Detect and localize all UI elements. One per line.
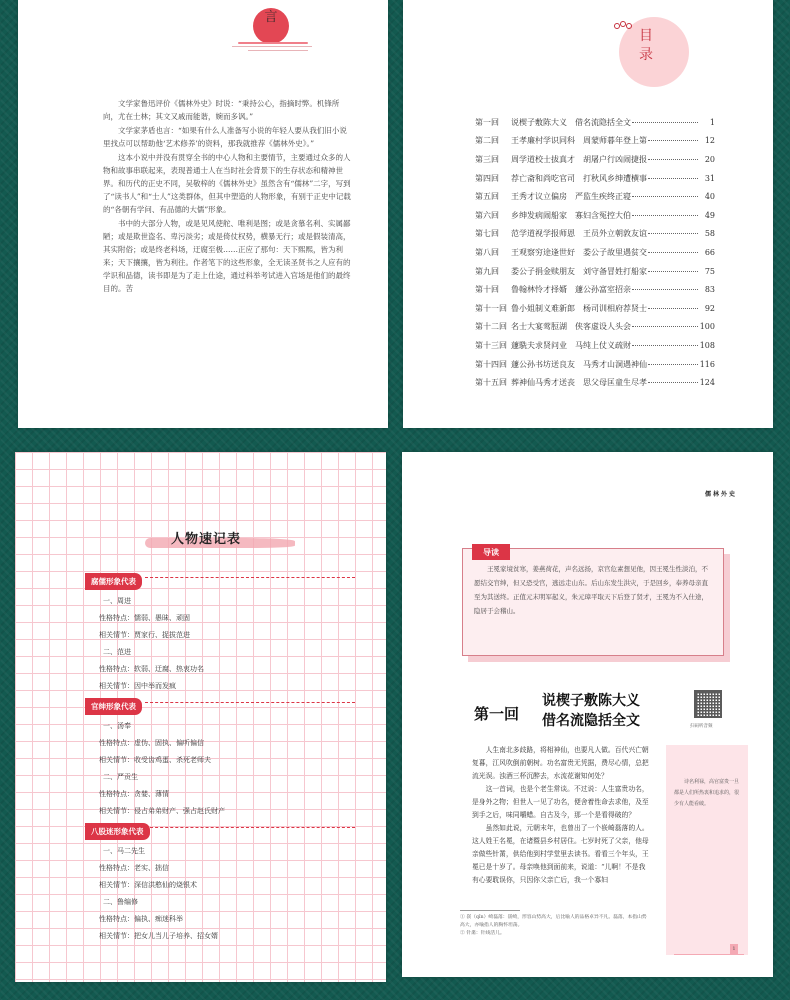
toc-leader: [632, 215, 698, 216]
toc-entry[interactable]: [475, 187, 715, 206]
character-sheet-heading: [145, 524, 300, 554]
toc-chapter-no: 第十二回: [475, 322, 507, 332]
chapter-page: [402, 452, 773, 977]
toc-chapter-title: 说楔子敷陈大义 借名流隐括全文: [511, 117, 631, 127]
toc-chapter-title: 娄公子捐金赎朋友 刘守备冒姓打船家: [511, 266, 647, 276]
chapter-number: 第一回: [474, 705, 520, 723]
toc-chapter-title: 王孝廉村学识同科 周蒙师暮年登上第: [511, 136, 647, 146]
toc-leader: [648, 140, 698, 141]
toc-entry[interactable]: [475, 299, 715, 318]
toc-chapter-no: 第九回: [475, 266, 499, 276]
toc-entry[interactable]: [475, 373, 715, 392]
character-detail: 性格特点：老实、拙信: [99, 864, 169, 872]
footnote: ① 嵚（qīn）崎磊落：嵚崎，形容山势高大，后比喻人的品格卓异不凡。磊落，本指山势高大，亦喻指人的胸怀坦荡。: [460, 915, 647, 928]
toc-chapter-title: 范学道视学报师恩 王员外立朝敦友谊: [511, 229, 647, 239]
side-note: 诗名利禄，高官富贵一旦都是人们所热衷和追求的，很少有人能看破。: [674, 779, 740, 807]
character-detail: 相关情节：因中举而发疯: [99, 682, 176, 690]
preface-paragraph: 这本小说中并没有贯穿全书的中心人物和主要情节，主要通过众多的人物和故事串联起来，表现普通士人在当时社会背景下的生存状态和精神世界。和历代的正史不同，吴敬梓的《儒林外史》虽然含有“儒林”二字，写到了“读书人”和“士人”这类群体，但其中塑造的人物形象，有别于正史中记载的“各朝有学问、有品德的大儒”形象。: [103, 153, 351, 214]
section-tag: 腐儒形象代表: [85, 573, 142, 590]
toc-page-no: 12: [704, 136, 715, 146]
chapter-title-line: 借名流隐括全文: [542, 713, 640, 729]
toc-entry[interactable]: [475, 150, 715, 169]
bubbles-icon: [614, 21, 632, 29]
toc-title: 目录: [639, 28, 653, 63]
character-detail: 相关情节：收受齿鸡蛋、杀死老师夫: [99, 756, 211, 764]
toc-leader: [632, 326, 698, 327]
toc-chapter-title: 鲁小姐制义难新郎 杨司训相府荐贤士: [511, 303, 647, 313]
character-section: [85, 819, 355, 945]
toc-chapter-title: 鲁翰林怜才择婿 蘧公孙富室招亲: [511, 285, 631, 295]
character-detail: 性格特点：软弱、迂腐、热衷功名: [99, 665, 204, 673]
toc-chapter-title: 蘧公孙书坊送良友 马秀才山洞遇神仙: [511, 359, 647, 369]
character-name: 二、鲁编修: [103, 898, 138, 906]
toc-page-no: 20: [704, 154, 715, 164]
toc-leader: [632, 345, 698, 346]
running-header: 儒林外史: [704, 491, 737, 498]
character-name: 一、马二先生: [103, 847, 145, 855]
qr-label: 扫码听音频: [690, 724, 713, 729]
character-detail: 性格特点：虚伪、固执、偏听偏信: [99, 739, 204, 747]
toc-chapter-no: 第四回: [475, 173, 499, 183]
toc-leader: [648, 364, 698, 365]
preface-page: [18, 0, 388, 428]
footnote-rule: [460, 910, 520, 911]
preface-paragraph: 文学家茅盾也言：“如果有什么人准备写小说的年轻人要从我们旧小说里找点可以帮助他‘艺术修养’的资料，那我就推荐《儒林外史》。”: [103, 126, 347, 148]
body-paragraph: 人生南北多歧路，将相神仙，也要凡人做。百代兴亡朝复暮，江风吹倒前朝树。功名富贵无凭据，费尽心情，总把流光误。浊酒三杯沉醉去，水流花谢知何处？: [472, 746, 649, 780]
page-title: 人物速记表: [171, 532, 242, 547]
preface-paragraph: 书中的大部分人物，或是见风使舵、唯利是图；或是贪慕名利、实属鄙陋；或是欺世盗名、卑污淡劣；或是倚仗权势，横暴无行；或是假装清高，其实附俗；或是终老科场，迂腐至极……正应了那句：天下熙熙，皆为利来；天下攘攘，皆为利往。作者笔下的这些形象，全无读圣贤书之人应有的学识和品德，读书即是为了走上仕途，通过科举考试进入官场是他们的最终目的。苦: [103, 219, 351, 293]
toc-leader: [648, 308, 698, 309]
toc-chapter-title: 名士大宴莺脰湖 侠客虚设人头会: [511, 322, 631, 332]
sunrise-logo: [228, 2, 338, 54]
character-section: [85, 569, 355, 695]
toc-entry[interactable]: [475, 336, 715, 355]
toc-page-no: 83: [704, 285, 715, 295]
toc-chapter-title: 荐亡斋和尚吃官司 打秋风乡绅遭横事: [511, 173, 647, 183]
toc-page-no: 31: [704, 173, 715, 183]
toc-chapter-title: 乡绅发病闹船家 寡妇含冤控大伯: [511, 210, 631, 220]
character-name: 二、严贡生: [103, 773, 138, 781]
toc-chapter-title: 周学道校士拔真才 胡屠户行凶闹捷报: [511, 154, 647, 164]
toc-entry[interactable]: [475, 318, 715, 337]
preface-text: [103, 97, 353, 296]
toc-entry[interactable]: [475, 113, 715, 132]
page-number: 1: [730, 944, 738, 954]
character-name: 二、范进: [103, 648, 131, 656]
character-detail: 性格特点：懦弱、愚昧、顽固: [99, 614, 190, 622]
character-detail: 性格特点：偏执、痴迷科举: [99, 915, 183, 923]
toc-entry[interactable]: [475, 169, 715, 188]
character-detail: 相关情节：贾家行、捉拔范进: [99, 631, 190, 639]
toc-chapter-title: 王秀才议立偏房 严监生疾终正寝: [511, 192, 631, 202]
character-name: 一、汤奉: [103, 722, 131, 730]
toc-leader: [632, 289, 698, 290]
intro-tag: 导读: [472, 544, 510, 560]
toc-page-no: 108: [699, 340, 715, 350]
toc-chapter-no: 第二回: [475, 136, 499, 146]
character-name: 一、周进: [103, 597, 131, 605]
toc-leader: [648, 178, 698, 179]
toc-chapter-no: 第六回: [475, 210, 499, 220]
toc-leader: [632, 196, 698, 197]
character-detail: 性格特点：贪婪、薄情: [99, 790, 169, 798]
toc-page-no: 92: [704, 303, 715, 313]
chapter-title: [542, 691, 640, 731]
character-detail: 相关情节：把女儿当儿子培养、招女婿: [99, 932, 218, 940]
toc-chapter-title: 葬神仙马秀才送丧 思父母匡童生尽孝: [511, 378, 647, 388]
toc-entry[interactable]: [475, 132, 715, 151]
toc-chapter-no: 第八回: [475, 247, 499, 257]
toc-chapter-no: 第十一回: [475, 303, 507, 313]
toc-page-no: 75: [704, 266, 715, 276]
toc-chapter-no: 第五回: [475, 192, 499, 202]
qr-code-icon[interactable]: [694, 690, 722, 718]
character-section: [85, 694, 355, 820]
character-sheet-page: [15, 452, 386, 982]
preface-heading: 言: [264, 10, 278, 25]
toc-chapter-no: 第十五回: [475, 378, 507, 388]
toc-leader: [648, 382, 698, 383]
footnote: ② 针黹：针线活儿。: [460, 931, 505, 936]
section-tag: 官绅形象代表: [85, 698, 142, 715]
toc-leader: [648, 159, 698, 160]
toc-entry[interactable]: [475, 262, 715, 281]
toc-page-no: 100: [699, 322, 715, 332]
toc-leader: [648, 271, 698, 272]
character-detail: 相关情节：深信洪憨仙的烧银术: [99, 881, 197, 889]
character-detail: 相关情节：侵占弟弟财产、强占赵氏财产: [99, 807, 225, 815]
toc-chapter-no: 第十回: [475, 285, 499, 295]
toc-leader: [648, 233, 698, 234]
toc-page-no: 1: [709, 117, 715, 127]
toc-chapter-title: 王观察穷途逢世好 娄公子故里遇贫交: [511, 247, 647, 257]
toc-entry[interactable]: [475, 206, 715, 225]
toc-leader: [648, 252, 698, 253]
toc-entry[interactable]: [475, 355, 715, 374]
toc-entry[interactable]: [475, 280, 715, 299]
section-tag: 八股迷形象代表: [85, 823, 150, 840]
intro-text: 王冕家境贫寒，姜燕荷花，声名远扬，京官危素想见他，因王冕生性淡泊，不愿结交官绅，但又恐受官，逃远走山东。后山东发生洪灾，于是回乡，奉养母亲直至为其送终。正值元末明军起义，朱元璋平取天下后登了贤才，王冕为不入仕途，隐居于会稽山。: [474, 565, 708, 615]
toc-entry[interactable]: [475, 243, 715, 262]
toc-page-no: 40: [704, 192, 715, 202]
toc-page-no: 116: [699, 359, 715, 369]
preface-paragraph: 文学家鲁迅评价《儒林外史》时说：“秉持公心，指摘时弊。机锋所向，尤在士林；其文又戚而能谐，婉而多讽。”: [103, 99, 340, 121]
toc-chapter-no: 第十四回: [475, 359, 507, 369]
toc-page: [403, 0, 773, 428]
toc-page-no: 124: [699, 378, 715, 388]
toc-page-no: 58: [704, 229, 715, 239]
toc-list: [475, 113, 715, 392]
chapter-title-line: 说楔子敷陈大义: [542, 693, 640, 709]
toc-entry[interactable]: [475, 225, 715, 244]
body-paragraph: 虽然如此说，元朝末年，也曾出了一个嵚崎磊落的人。这人姓王名冕，在诸暨县乡村居住。七岁时死了父亲，他母亲做些针黹，供给他到村学堂里去读书。看看三个年头，王冕已是十岁了。母亲唤他到面前来，说道：“儿啊！不是我有心要耽误你，只因你父亲亡后，我一个寡妇: [472, 824, 649, 884]
chapter-body: [472, 744, 652, 887]
toc-chapter-no: 第一回: [475, 117, 499, 127]
toc-leader: [632, 122, 698, 123]
toc-chapter-no: 第十三回: [475, 340, 507, 350]
toc-page-no: 66: [704, 247, 715, 257]
toc-chapter-no: 第七回: [475, 229, 499, 239]
toc-chapter-no: 第三回: [475, 154, 499, 164]
toc-chapter-title: 蘧駪夫求贤问业 马纯上仗义疏财: [511, 340, 631, 350]
body-paragraph: 这一首词，也是个老生常谈。不过说：人生富贵功名，是身外之物；但世人一见了功名，便舍着性命去求他，及至到手之后，味同嚼蜡。自古及今，那一个是看得破的？: [472, 785, 649, 819]
toc-page-no: 49: [704, 210, 715, 220]
